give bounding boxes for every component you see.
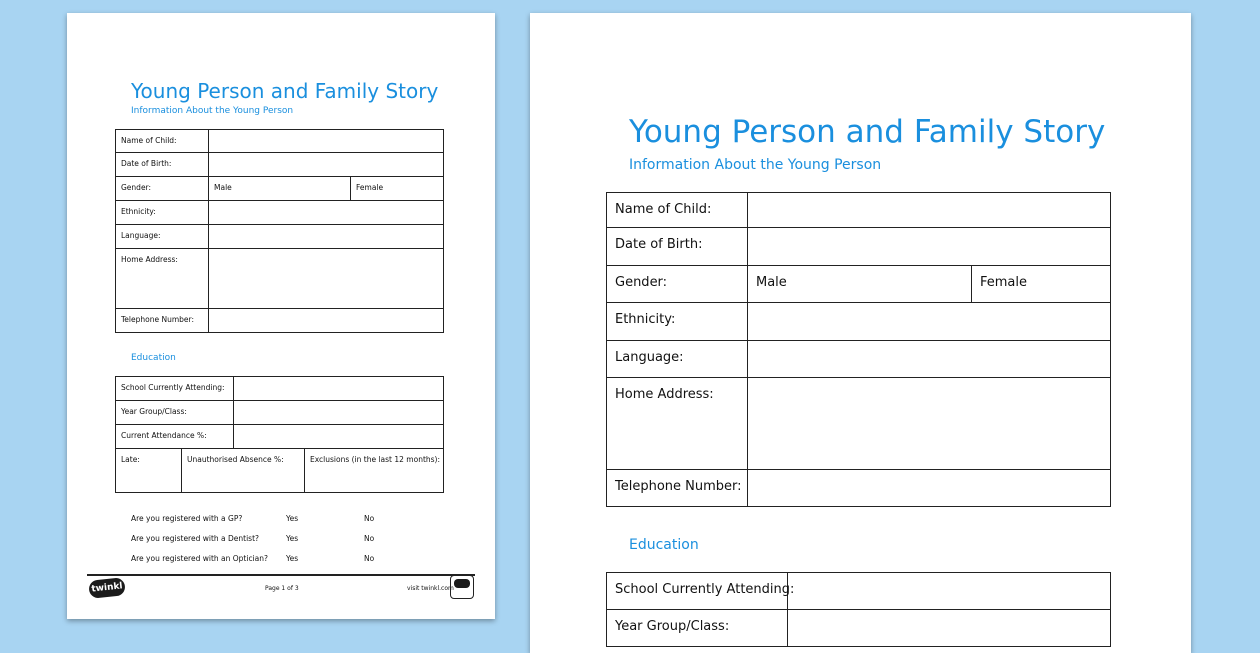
name-of-child-label: Name of Child: bbox=[607, 193, 748, 228]
attendance-label: Current Attendance %: bbox=[116, 425, 234, 449]
education-table bbox=[115, 376, 444, 449]
home-address-label: Home Address: bbox=[607, 378, 748, 470]
language-field[interactable] bbox=[209, 225, 444, 249]
name-of-child-field[interactable] bbox=[748, 193, 1111, 228]
school-attending-field[interactable] bbox=[234, 377, 444, 401]
table-row bbox=[116, 309, 444, 333]
optician-question: Are you registered with an Optician? bbox=[131, 554, 268, 563]
gp-question: Are you registered with a GP? bbox=[131, 514, 243, 523]
gender-label: Gender: bbox=[607, 266, 748, 303]
date-of-birth-label: Date of Birth: bbox=[607, 228, 748, 266]
telephone-number-label: Telephone Number: bbox=[607, 470, 748, 507]
worksheet-page-zoomed bbox=[530, 13, 1191, 653]
table-row bbox=[607, 303, 1111, 341]
language-label: Language: bbox=[607, 341, 748, 378]
unauthorised-absence-cell[interactable]: Unauthorised Absence %: bbox=[182, 449, 305, 493]
table-row bbox=[607, 573, 1111, 610]
gp-yes-option[interactable]: Yes bbox=[286, 514, 299, 523]
young-person-info-table bbox=[606, 192, 1111, 507]
year-group-field[interactable] bbox=[234, 401, 444, 425]
dentist-no-option[interactable]: No bbox=[364, 534, 375, 543]
telephone-number-label: Telephone Number: bbox=[116, 309, 209, 333]
table-row bbox=[116, 249, 444, 309]
school-attending-field[interactable] bbox=[788, 573, 1111, 610]
table-row bbox=[116, 153, 444, 177]
date-of-birth-field[interactable] bbox=[209, 153, 444, 177]
dentist-question: Are you registered with a Dentist? bbox=[131, 534, 260, 543]
gender-female-option[interactable]: Female bbox=[972, 266, 1111, 303]
ethnicity-field[interactable] bbox=[209, 201, 444, 225]
footer-site-link[interactable]: visit twinkl.com bbox=[407, 585, 454, 592]
late-cell[interactable]: Late: bbox=[116, 449, 182, 493]
year-group-label: Year Group/Class: bbox=[116, 401, 234, 425]
telephone-number-field[interactable] bbox=[748, 470, 1111, 507]
page-title: Young Person and Family Story bbox=[131, 79, 439, 103]
footer-divider bbox=[87, 574, 475, 576]
young-person-info-table bbox=[115, 129, 444, 333]
page-subtitle: Information About the Young Person bbox=[131, 106, 294, 116]
gender-male-option[interactable]: Male bbox=[748, 266, 972, 303]
ethnicity-field[interactable] bbox=[748, 303, 1111, 341]
dentist-yes-option[interactable]: Yes bbox=[286, 534, 299, 543]
gender-label: Gender: bbox=[116, 177, 209, 201]
table-row bbox=[607, 470, 1111, 507]
table-row bbox=[116, 425, 444, 449]
page-number: Page 1 of 3 bbox=[265, 585, 299, 592]
year-group-label: Year Group/Class: bbox=[607, 610, 788, 647]
home-address-field[interactable] bbox=[748, 378, 1111, 470]
table-row bbox=[116, 401, 444, 425]
education-table bbox=[606, 572, 1111, 647]
ethnicity-label: Ethnicity: bbox=[116, 201, 209, 225]
table-row bbox=[116, 201, 444, 225]
table-row bbox=[607, 266, 1111, 303]
health-questions bbox=[131, 514, 391, 574]
table-row bbox=[607, 228, 1111, 266]
table-row bbox=[116, 377, 444, 401]
list-item bbox=[131, 534, 391, 554]
language-field[interactable] bbox=[748, 341, 1111, 378]
twinkl-logo: twinkl bbox=[88, 577, 126, 599]
exclusions-cell[interactable]: Exclusions (in the last 12 months): bbox=[305, 449, 444, 493]
gender-male-option[interactable]: Male bbox=[209, 177, 351, 201]
name-of-child-field[interactable] bbox=[209, 130, 444, 153]
table-row bbox=[116, 177, 444, 201]
attendance-detail-table bbox=[115, 448, 444, 493]
name-of-child-label: Name of Child: bbox=[116, 130, 209, 153]
language-label: Language: bbox=[116, 225, 209, 249]
ethnicity-label: Ethnicity: bbox=[607, 303, 748, 341]
education-heading: Education bbox=[629, 537, 699, 553]
table-row bbox=[116, 130, 444, 153]
table-row bbox=[116, 449, 444, 493]
education-heading: Education bbox=[131, 353, 176, 363]
home-address-field[interactable] bbox=[209, 249, 444, 309]
page-subtitle: Information About the Young Person bbox=[629, 157, 882, 173]
attendance-field[interactable] bbox=[234, 425, 444, 449]
table-row bbox=[607, 378, 1111, 470]
telephone-number-field[interactable] bbox=[209, 309, 444, 333]
school-attending-label: School Currently Attending: bbox=[116, 377, 234, 401]
table-row bbox=[607, 341, 1111, 378]
worksheet-page-thumbnail bbox=[67, 13, 495, 619]
date-of-birth-field[interactable] bbox=[748, 228, 1111, 266]
table-row bbox=[607, 610, 1111, 647]
list-item bbox=[131, 554, 391, 574]
home-address-label: Home Address: bbox=[116, 249, 209, 309]
gp-no-option[interactable]: No bbox=[364, 514, 375, 523]
list-item bbox=[131, 514, 391, 534]
year-group-field[interactable] bbox=[788, 610, 1111, 647]
gender-female-option[interactable]: Female bbox=[351, 177, 444, 201]
school-attending-label: School Currently Attending: bbox=[607, 573, 788, 610]
table-row bbox=[607, 193, 1111, 228]
page-title: Young Person and Family Story bbox=[629, 114, 1106, 150]
optician-no-option[interactable]: No bbox=[364, 554, 375, 563]
optician-yes-option[interactable]: Yes bbox=[286, 554, 299, 563]
date-of-birth-label: Date of Birth: bbox=[116, 153, 209, 177]
table-row bbox=[116, 225, 444, 249]
quality-badge-icon bbox=[450, 575, 474, 599]
